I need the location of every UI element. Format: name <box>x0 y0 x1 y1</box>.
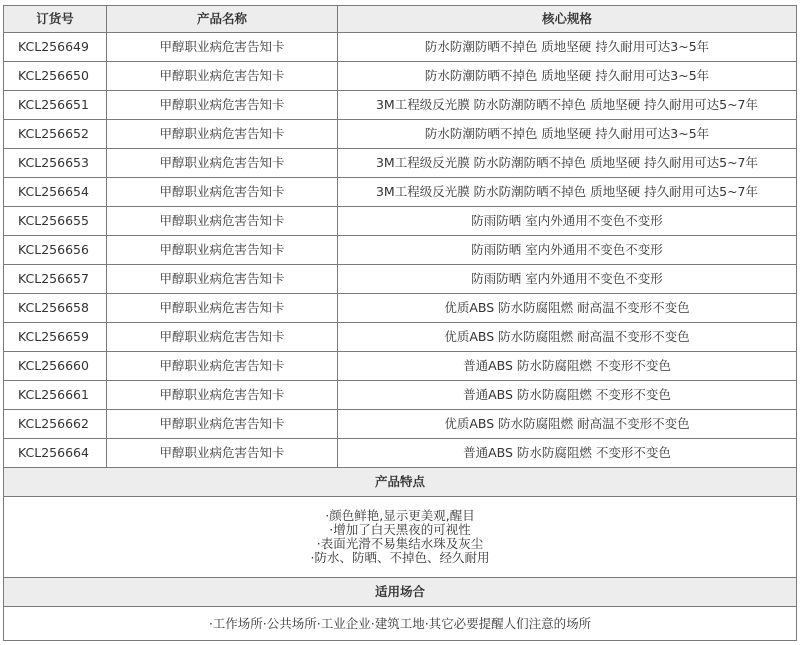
core-spec-cell: 优质ABS 防水防腐阻燃 耐高温不变形不变色 <box>338 323 797 352</box>
table-row <box>4 120 797 149</box>
header-core-spec: 核心规格 <box>338 6 797 33</box>
core-spec-cell: 优质ABS 防水防腐阻燃 耐高温不变形不变色 <box>338 410 797 439</box>
order-number-cell: KCL256658 <box>4 294 107 323</box>
core-spec-cell: 优质ABS 防水防腐阻燃 耐高温不变形不变色 <box>338 294 797 323</box>
product-name-cell: 甲醇职业病危害告知卡 <box>107 149 338 178</box>
order-number-cell: KCL256660 <box>4 352 107 381</box>
table-row <box>4 294 797 323</box>
order-number-cell: KCL256651 <box>4 91 107 120</box>
occasions-header-row <box>4 578 797 607</box>
features-list <box>4 497 797 578</box>
feature-item: ·增加了白天黑夜的可视性 <box>329 522 471 537</box>
product-name-cell: 甲醇职业病危害告知卡 <box>107 352 338 381</box>
features-title: 产品特点 <box>4 468 797 497</box>
table-row <box>4 236 797 265</box>
table-row <box>4 33 797 62</box>
table-row <box>4 381 797 410</box>
product-name-cell: 甲醇职业病危害告知卡 <box>107 439 338 468</box>
order-number-cell: KCL256657 <box>4 265 107 294</box>
table-row <box>4 62 797 91</box>
order-number-cell: KCL256650 <box>4 62 107 91</box>
product-name-cell: 甲醇职业病危害告知卡 <box>107 265 338 294</box>
product-name-cell: 甲醇职业病危害告知卡 <box>107 33 338 62</box>
table-row <box>4 207 797 236</box>
order-number-cell: KCL256664 <box>4 439 107 468</box>
core-spec-cell: 防水防潮防晒不掉色 质地坚硬 持久耐用可达3~5年 <box>338 120 797 149</box>
order-number-cell: KCL256652 <box>4 120 107 149</box>
product-spec-table <box>3 5 797 641</box>
order-number-cell: KCL256661 <box>4 381 107 410</box>
table-row <box>4 149 797 178</box>
table-row <box>4 352 797 381</box>
product-name-cell: 甲醇职业病危害告知卡 <box>107 323 338 352</box>
core-spec-cell: 普通ABS 防水防腐阻燃 不变形不变色 <box>338 439 797 468</box>
feature-item: ·颜色鲜艳,显示更美观,醒目 <box>325 508 475 523</box>
order-number-cell: KCL256653 <box>4 149 107 178</box>
product-name-cell: 甲醇职业病危害告知卡 <box>107 381 338 410</box>
product-name-cell: 甲醇职业病危害告知卡 <box>107 91 338 120</box>
product-name-cell: 甲醇职业病危害告知卡 <box>107 236 338 265</box>
core-spec-cell: 防雨防晒 室内外通用不变色不变形 <box>338 236 797 265</box>
core-spec-cell: 普通ABS 防水防腐阻燃 不变形不变色 <box>338 352 797 381</box>
order-number-cell: KCL256654 <box>4 178 107 207</box>
product-name-cell: 甲醇职业病危害告知卡 <box>107 207 338 236</box>
core-spec-cell: 普通ABS 防水防腐阻燃 不变形不变色 <box>338 381 797 410</box>
occasions-text: ·工作场所·公共场所·工业企业·建筑工地·其它必要提醒人们注意的场所 <box>4 607 797 641</box>
order-number-cell: KCL256656 <box>4 236 107 265</box>
header-order-number: 订货号 <box>4 6 107 33</box>
table-row <box>4 178 797 207</box>
table-row <box>4 91 797 120</box>
product-name-cell: 甲醇职业病危害告知卡 <box>107 178 338 207</box>
product-name-cell: 甲醇职业病危害告知卡 <box>107 62 338 91</box>
table-row <box>4 410 797 439</box>
table-row <box>4 323 797 352</box>
core-spec-cell: 防水防潮防晒不掉色 质地坚硬 持久耐用可达3~5年 <box>338 62 797 91</box>
table-row <box>4 265 797 294</box>
header-product-name: 产品名称 <box>107 6 338 33</box>
order-number-cell: KCL256659 <box>4 323 107 352</box>
product-name-cell: 甲醇职业病危害告知卡 <box>107 410 338 439</box>
core-spec-cell: 防雨防晒 室内外通用不变色不变形 <box>338 207 797 236</box>
occasions-title: 适用场合 <box>4 578 797 607</box>
core-spec-cell: 3M工程级反光膜 防水防潮防晒不掉色 质地坚硬 持久耐用可达5~7年 <box>338 178 797 207</box>
feature-item: ·表面光滑不易集结水珠及灰尘 <box>316 536 484 551</box>
order-number-cell: KCL256662 <box>4 410 107 439</box>
order-number-cell: KCL256655 <box>4 207 107 236</box>
product-name-cell: 甲醇职业病危害告知卡 <box>107 120 338 149</box>
features-header-row <box>4 468 797 497</box>
features-row <box>4 497 797 578</box>
table-header-row <box>4 6 797 33</box>
product-name-cell: 甲醇职业病危害告知卡 <box>107 294 338 323</box>
table-body <box>4 33 797 468</box>
core-spec-cell: 防水防潮防晒不掉色 质地坚硬 持久耐用可达3~5年 <box>338 33 797 62</box>
core-spec-cell: 防雨防晒 室内外通用不变色不变形 <box>338 265 797 294</box>
order-number-cell: KCL256649 <box>4 33 107 62</box>
core-spec-cell: 3M工程级反光膜 防水防潮防晒不掉色 质地坚硬 持久耐用可达5~7年 <box>338 149 797 178</box>
core-spec-cell: 3M工程级反光膜 防水防潮防晒不掉色 质地坚硬 持久耐用可达5~7年 <box>338 91 797 120</box>
table-row <box>4 439 797 468</box>
occasions-row <box>4 607 797 641</box>
feature-item: ·防水、防晒、不掉色、经久耐用 <box>310 550 490 565</box>
